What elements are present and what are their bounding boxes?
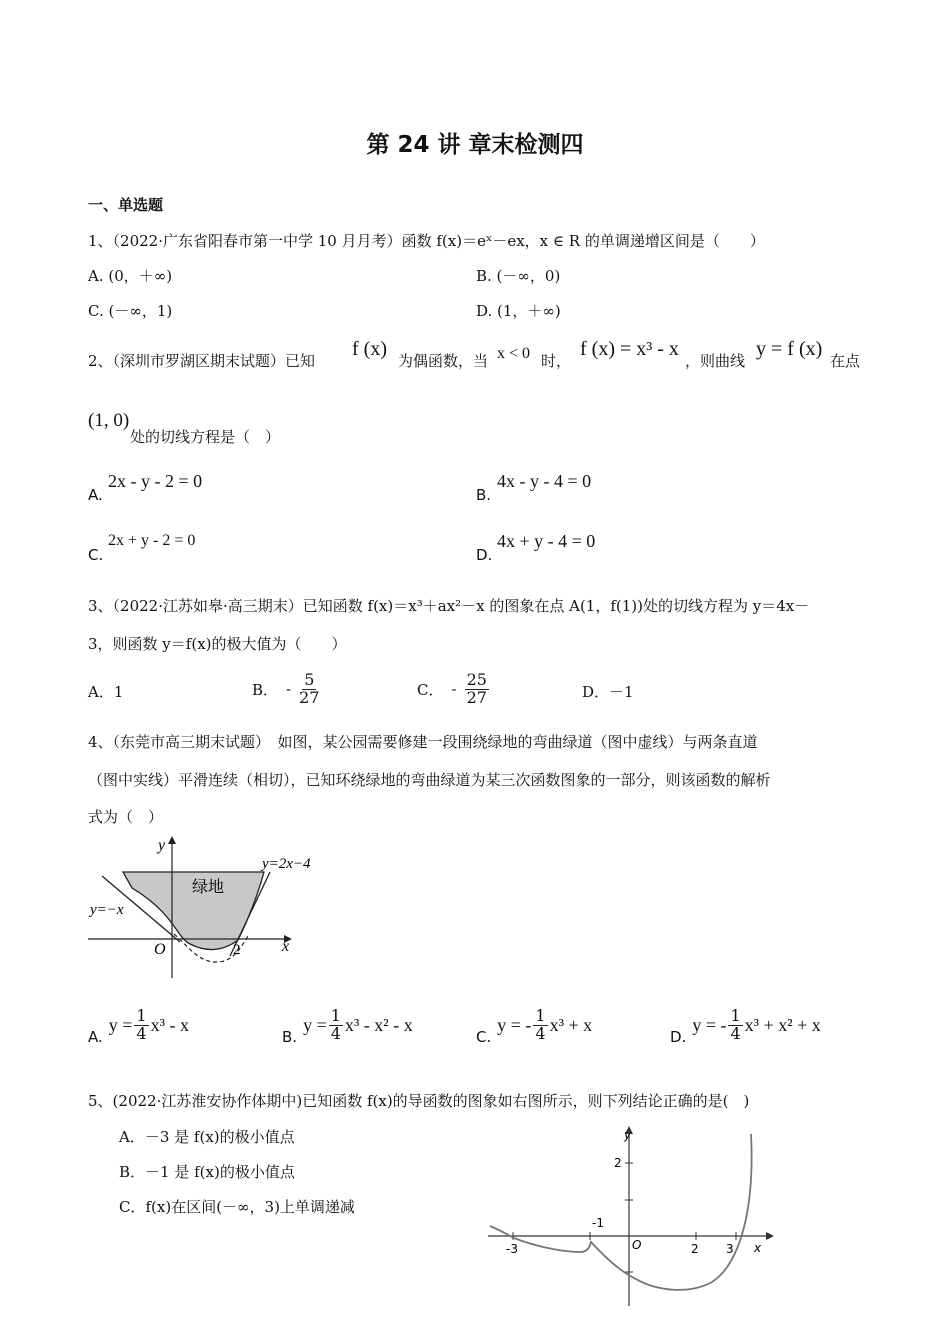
fig5-tick-y2: 2 <box>614 1156 622 1170</box>
q2-curve: y = f (x) <box>756 338 823 360</box>
q5-stem: 5、(2022·江苏淮安协作体期中)已知函数 f(x)的导函数的图象如右图所示，则下列结论正确的是( ) <box>88 1092 750 1110</box>
q1-option-b[interactable]: B. (－∞，0) <box>476 267 561 285</box>
q2-text-5: 在点 <box>830 352 861 370</box>
q3-option-b-label: B． <box>252 680 279 699</box>
denominator: 4 <box>136 1023 147 1043</box>
numerator: 25 <box>466 669 487 689</box>
x-axis-arrow <box>766 1232 774 1240</box>
q3-stem-line2: 3，则函数 y＝f(x)的极大值为（ ） <box>88 635 347 653</box>
q4-stem-line2: （图中实线）平滑连续（相切），已知环绕绿地的弯曲绿道为某三次函数图象的一部分，则该函数的解析 <box>88 771 771 789</box>
q1-option-a[interactable]: A. (0，＋∞) <box>88 267 173 285</box>
q4-option-a-label: A. <box>88 1028 103 1046</box>
q4-option-a-fraction <box>134 1005 148 1043</box>
q2-text-1: 2、（深圳市罗湖区期末试题）已知 <box>88 352 316 370</box>
fig5-origin-label: O <box>632 1238 642 1252</box>
q4-option-c[interactable] <box>476 1000 592 1050</box>
denominator: 27 <box>299 687 320 707</box>
q5-option-a[interactable]: A．－3 是 f(x)的极小值点 <box>119 1128 295 1146</box>
q2-text-6: 处的切线方程是（ ） <box>130 428 281 446</box>
q4-option-a-pre: y = <box>108 1014 133 1035</box>
q4-option-c-post: x³ + x <box>549 1014 593 1035</box>
q2-fx: f (x) <box>352 338 387 360</box>
q4-option-a-post: x³ - x <box>150 1014 189 1035</box>
q4-option-d-fraction <box>728 1005 742 1043</box>
q4-option-c-label: C. <box>476 1028 492 1046</box>
fig4-x-label: x <box>282 938 290 955</box>
q4-option-d-label: D. <box>670 1028 687 1046</box>
q3-option-b-sign: - <box>286 680 292 698</box>
q3-option-b-fraction <box>299 669 320 707</box>
q2-option-b-label[interactable]: B. <box>476 486 492 504</box>
q2-function: f (x) = x³ - x <box>580 338 679 360</box>
q5-option-c[interactable]: C．f(x)在区间(－∞，3)上单调递减 <box>119 1198 355 1216</box>
q2-text-2: 为偶函数，当 <box>398 352 489 370</box>
fig4-tick-2: 2 <box>233 942 241 958</box>
q3-option-c-fraction <box>465 669 489 707</box>
q3-option-c-sign: - <box>451 680 457 698</box>
q4-option-c-pre: y = - <box>497 1014 532 1035</box>
q2-text-4: ，则曲线 <box>685 352 746 370</box>
q4-option-b-pre: y = <box>303 1014 327 1035</box>
q4-option-b[interactable] <box>282 1000 413 1050</box>
denominator: 4 <box>535 1023 546 1043</box>
q4-stem-line1: 4、（东莞市高三期末试题） 如图，某公园需要修建一段围绕绿地的弯曲绿道（图中虚线）与两条直道 <box>88 733 758 751</box>
fig4-origin-label: O <box>154 941 166 958</box>
section-heading: 一、单选题 <box>88 196 164 214</box>
fig5-x-label: x <box>754 1241 762 1255</box>
q2-text-3: 时， <box>541 352 572 370</box>
q4-option-c-fraction <box>533 1005 547 1043</box>
fig5-tick-3: 3 <box>726 1242 734 1256</box>
fig4-line-left-label: y=−x <box>90 902 124 918</box>
q4-option-a[interactable] <box>88 1000 189 1050</box>
q2-option-b-eq[interactable]: 4x - y - 4 = 0 <box>497 471 592 491</box>
fig4-y-label: y <box>158 837 166 854</box>
numerator: 1 <box>136 1005 147 1025</box>
q1-stem: 1、（2022·广东省阳春市第一中学 10 月月考）函数 f(x)＝eˣ－ex，x ∈ R 的单调递增区间是（ ） <box>88 232 765 250</box>
q1-option-c[interactable]: C. (－∞，1) <box>88 302 173 320</box>
fig5-tick-neg3: -3 <box>506 1242 518 1256</box>
q5-option-b[interactable]: B．－1 是 f(x)的极小值点 <box>119 1163 295 1181</box>
fig5-y-label: y <box>624 1128 632 1142</box>
q3-option-c[interactable] <box>417 664 491 714</box>
q4-option-b-post: x³ - x² - x <box>344 1014 413 1035</box>
q2-option-c-label[interactable]: C. <box>88 546 104 564</box>
q2-point: (1, 0) <box>88 410 130 431</box>
q3-option-a[interactable]: A．1 <box>88 683 124 701</box>
q4-option-b-label: B. <box>282 1028 298 1046</box>
q3-option-c-label: C． <box>417 680 444 699</box>
fig4-line-right-label: y=2x−4 <box>262 856 311 872</box>
q4-option-d-pre: y = - <box>692 1014 727 1035</box>
q1-option-d[interactable]: D. (1，＋∞) <box>476 302 561 320</box>
q4-option-d[interactable] <box>670 1000 821 1050</box>
q2-option-d-eq[interactable]: 4x + y - 4 = 0 <box>497 531 596 551</box>
q3-option-b[interactable] <box>252 664 321 714</box>
denominator: 4 <box>730 1023 741 1043</box>
q2-option-a-eq[interactable]: 2x - y - 2 = 0 <box>108 471 203 491</box>
q4-stem-line3: 式为（ ） <box>88 808 164 826</box>
denominator: 4 <box>330 1023 341 1043</box>
numerator: 5 <box>304 669 315 689</box>
numerator: 1 <box>330 1005 341 1025</box>
q2-option-d-label[interactable]: D. <box>476 546 493 564</box>
q2-condition: x < 0 <box>497 345 531 362</box>
numerator: 1 <box>730 1005 741 1025</box>
q3-stem-line1: 3、（2022·江苏如皋·高三期末）已知函数 f(x)＝x³＋ax²－x 的图象在点 A(1，f(1))处的切线方程为 y＝4x－ <box>88 597 810 615</box>
page-title: 第 24 讲 章末检测四 <box>366 132 584 158</box>
y-axis-arrow <box>168 836 176 844</box>
fig4-region-label: 绿地 <box>192 877 225 896</box>
q3-option-d[interactable]: D．－1 <box>582 683 634 701</box>
q4-option-d-post: x³ + x² + x <box>744 1014 821 1035</box>
q5-figure <box>484 1122 780 1308</box>
q2-option-a-label[interactable]: A. <box>88 486 103 504</box>
denominator: 27 <box>466 687 487 707</box>
numerator: 1 <box>535 1005 546 1025</box>
q4-figure <box>80 828 330 988</box>
q2-option-c-eq[interactable]: 2x + y - 2 = 0 <box>108 532 196 549</box>
fig5-tick-2: 2 <box>691 1242 699 1256</box>
q4-option-b-fraction <box>329 1005 343 1043</box>
fig5-tick-neg1: -1 <box>592 1216 604 1230</box>
